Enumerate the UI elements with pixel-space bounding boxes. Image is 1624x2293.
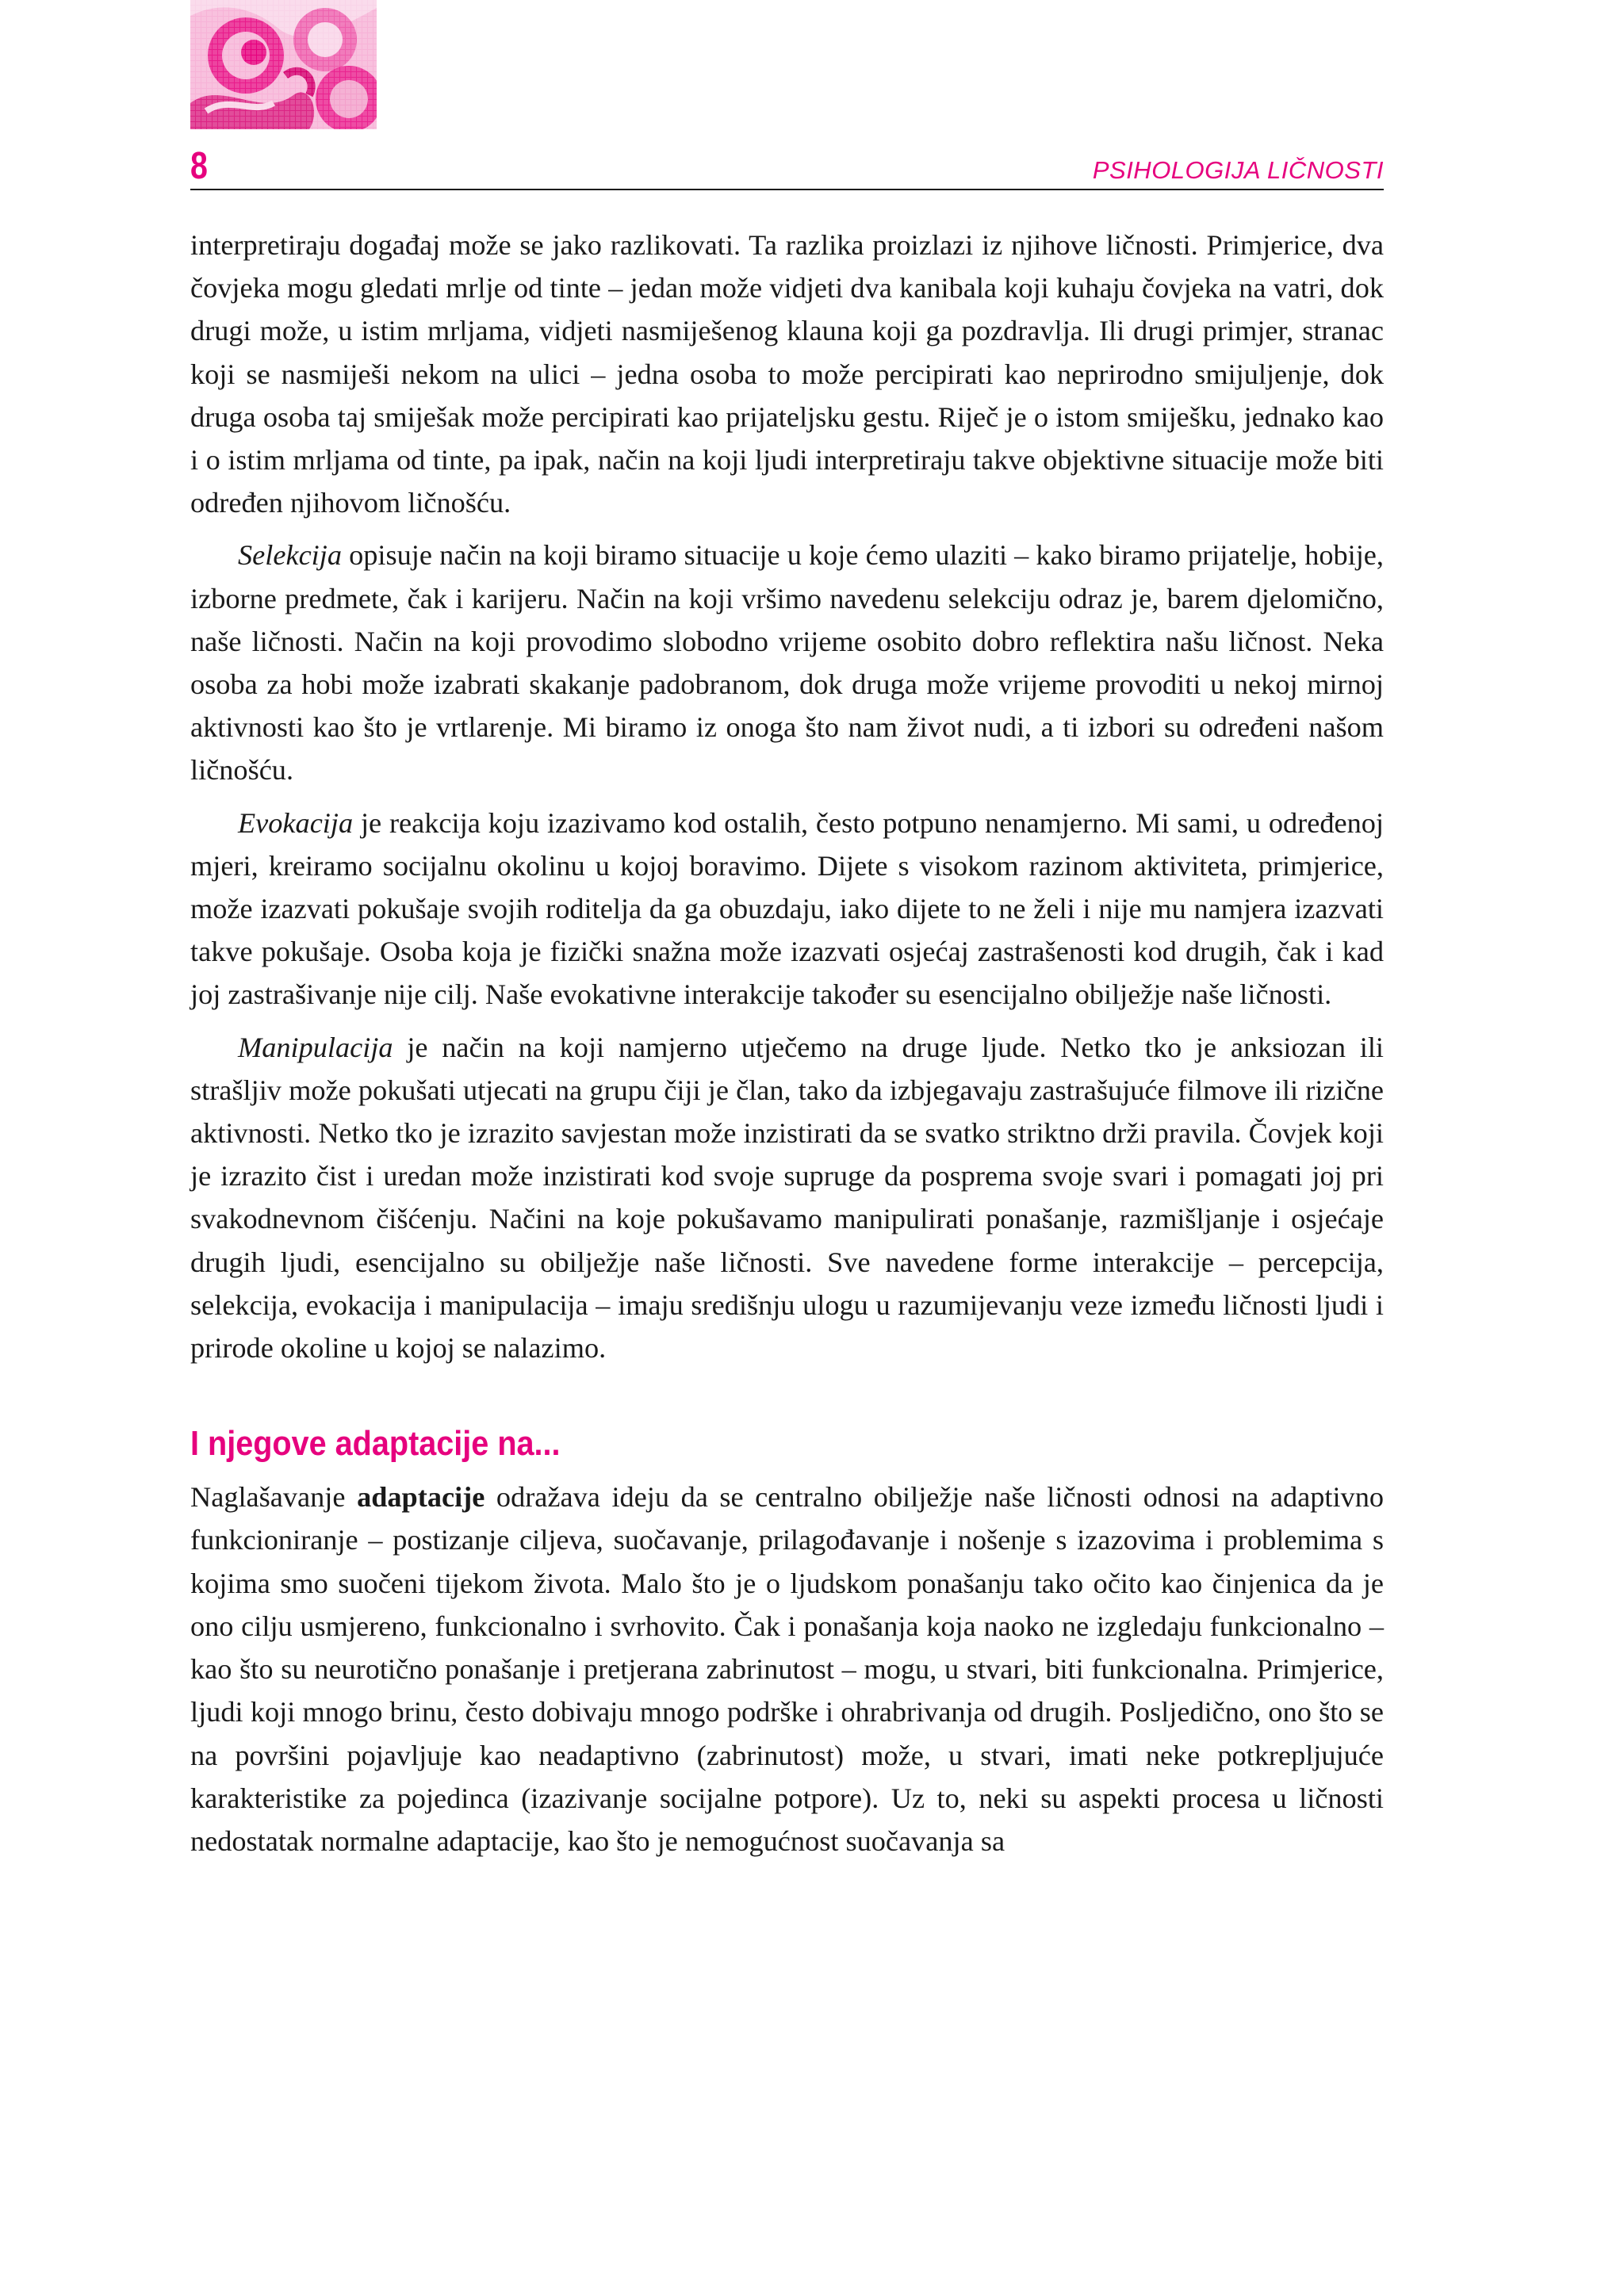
paragraph-adaptation-text: odražava ideju da se centralno obilježje naše ličnosti odnosi na adaptivno funkcioniranje – postizanje ciljeva, suočavanje, prilagođavanje i nošenje s izazovima i problemima s kojima smo suočeni tijekom života. Malo što je o ljudskom ponašanju tako očito kao činjenica da je ono cilju usmjereno, funkcionalno i svrhovito. Čak i ponašanja koja naoko ne izgledaju funkcionalno – kao što su neurotično ponašanje i pretjerana zabrinutost – mogu, u stvari, biti funkcionalna. Primjerice, ljudi koji mnogo brinu, često dobivaju mnogo podrške i ohrabrivanja od drugih. Posljedično, ono što se na površini pojavljuje kao neadaptivno (zabrinutost) može, u stvari, imati neke potkrepljujuće karakteristike za pojedinca (izazivanje socijalne potpore). Uz to, neki su aspekti procesa u ličnosti nedostatak normalne adaptacije, kao što je nemogućnost suočavanja sa xyxy=(190,1481,1385,1857)
page-header xyxy=(190,143,1384,190)
paragraph-perception-continued: interpretiraju događaj može se jako razlikovati. Ta razlika proizlazi iz njihove ličnosti. Primjerice, dva čovjeka mogu gledati mrlje od tinte – jedan može vidjeti dva kanibala koji kuhaju čovjeka na vatri, dok drugi može, u istim mrljama, vidjeti nasmiješenog klauna koji ga pozdravlja. Ili drugi primjer, stranac koji se nasmiješi nekom na ulici – jedna osoba to može percipirati kao neprirodno smijuljenje, dok druga osoba taj smiješak može percipirati kao prijateljsku gestu. Riječ je o istom smiješku, jednako kao i o istim mrljama od tinte, pa ipak, način na koji ljudi interpretiraju takve objektivne situacije može biti određen njihovom ličnošću. xyxy=(190,229,1384,519)
section-heading: I njegove adaptacije na... xyxy=(190,1424,561,1464)
page-number: 8 xyxy=(190,145,208,187)
paragraph-evocation xyxy=(190,802,1384,1016)
paragraph-adaptation xyxy=(190,1476,1384,1862)
paragraph-selection-text: opisuje način na koji biramo situacije u koje ćemo ulaziti – kako biramo prijatelje, hobije, izborne predmete, čak i karijeru. Način na koji vršimo navedenu selekciju odraz je, barem djelomično, naše ličnosti. Način na koji provodimo slobodno vrijeme osobito dobro reflektira našu ličnost. Neka osoba za hobi može izabrati skakanje padobranom, dok druga može vrijeme provoditi u nekoj mirnoj aktivnosti kao što je vrtlarenje. Mi biramo iz onoga što nam život nudi, a ti izbori su određeni našom ličnošću. xyxy=(190,539,1384,787)
corner-decoration-pattern-icon xyxy=(190,0,377,129)
paragraph-manipulation-text: je način na koji namjerno utječemo na druge ljude. Netko tko je anksiozan ili strašljiv može pokušati utjecati na grupu čiji je član, tako da izbjegavaju zastrašujuće filmove ili rizične aktivnosti. Netko tko je izrazito savjestan može inzistirati da se svatko striktno drži pravila. Čovjek koji je izrazito čist i uredan može inzistirati kod svoje supruge da posprema svoje svari i pomagati joj pri svakodnevnom čišćenju. Načini na koje pokušavamo manipulirati ponašanje, razmišljanje i osjećaje drugih ljudi, esencijalno su obilježje naše ličnosti. Sve navedene forme interakcije – percepcija, selekcija, evokacija i manipulacija – imaju središnju ulogu u razumijevanju veze između ličnosti ljudi i prirode okoline u kojoj se nalazimo. xyxy=(190,1031,1384,1365)
paragraph-manipulation xyxy=(190,1026,1384,1370)
body-text xyxy=(190,224,1384,1872)
term-manipulacija: Manipulacija xyxy=(238,1031,393,1063)
term-selekcija: Selekcija xyxy=(238,539,342,572)
term-evokacija: Evokacija xyxy=(238,806,354,839)
term-adaptacije: adaptacije xyxy=(357,1481,485,1514)
running-title: PSIHOLOGIJA LIČNOSTI xyxy=(1092,156,1384,184)
paragraph-evocation-text: je reakcija koju izazivamo kod ostalih, često potpuno nenamjerno. Mi sami, u određenoj mjeri, kreiramo socijalnu okolinu u kojoj boravimo. Dijete s visokom razinom aktiviteta, primjerice, može izazvati pokušaje svojih roditelja da ga obuzdaju, iako dijete to ne želi i nije mu namjera izazvati takve pokušaje. Osoba koja je fizički snažna može izazvati osjećaj zastrašenosti kod drugih, čak i kad joj zastrašivanje nije cilj. Naše evokativne interakcije također su esencijalno obilježje naše ličnosti. xyxy=(190,806,1384,1011)
paragraph-adaptation-lead: Naglašavanje xyxy=(190,1481,358,1514)
paragraph-selection xyxy=(190,534,1384,791)
